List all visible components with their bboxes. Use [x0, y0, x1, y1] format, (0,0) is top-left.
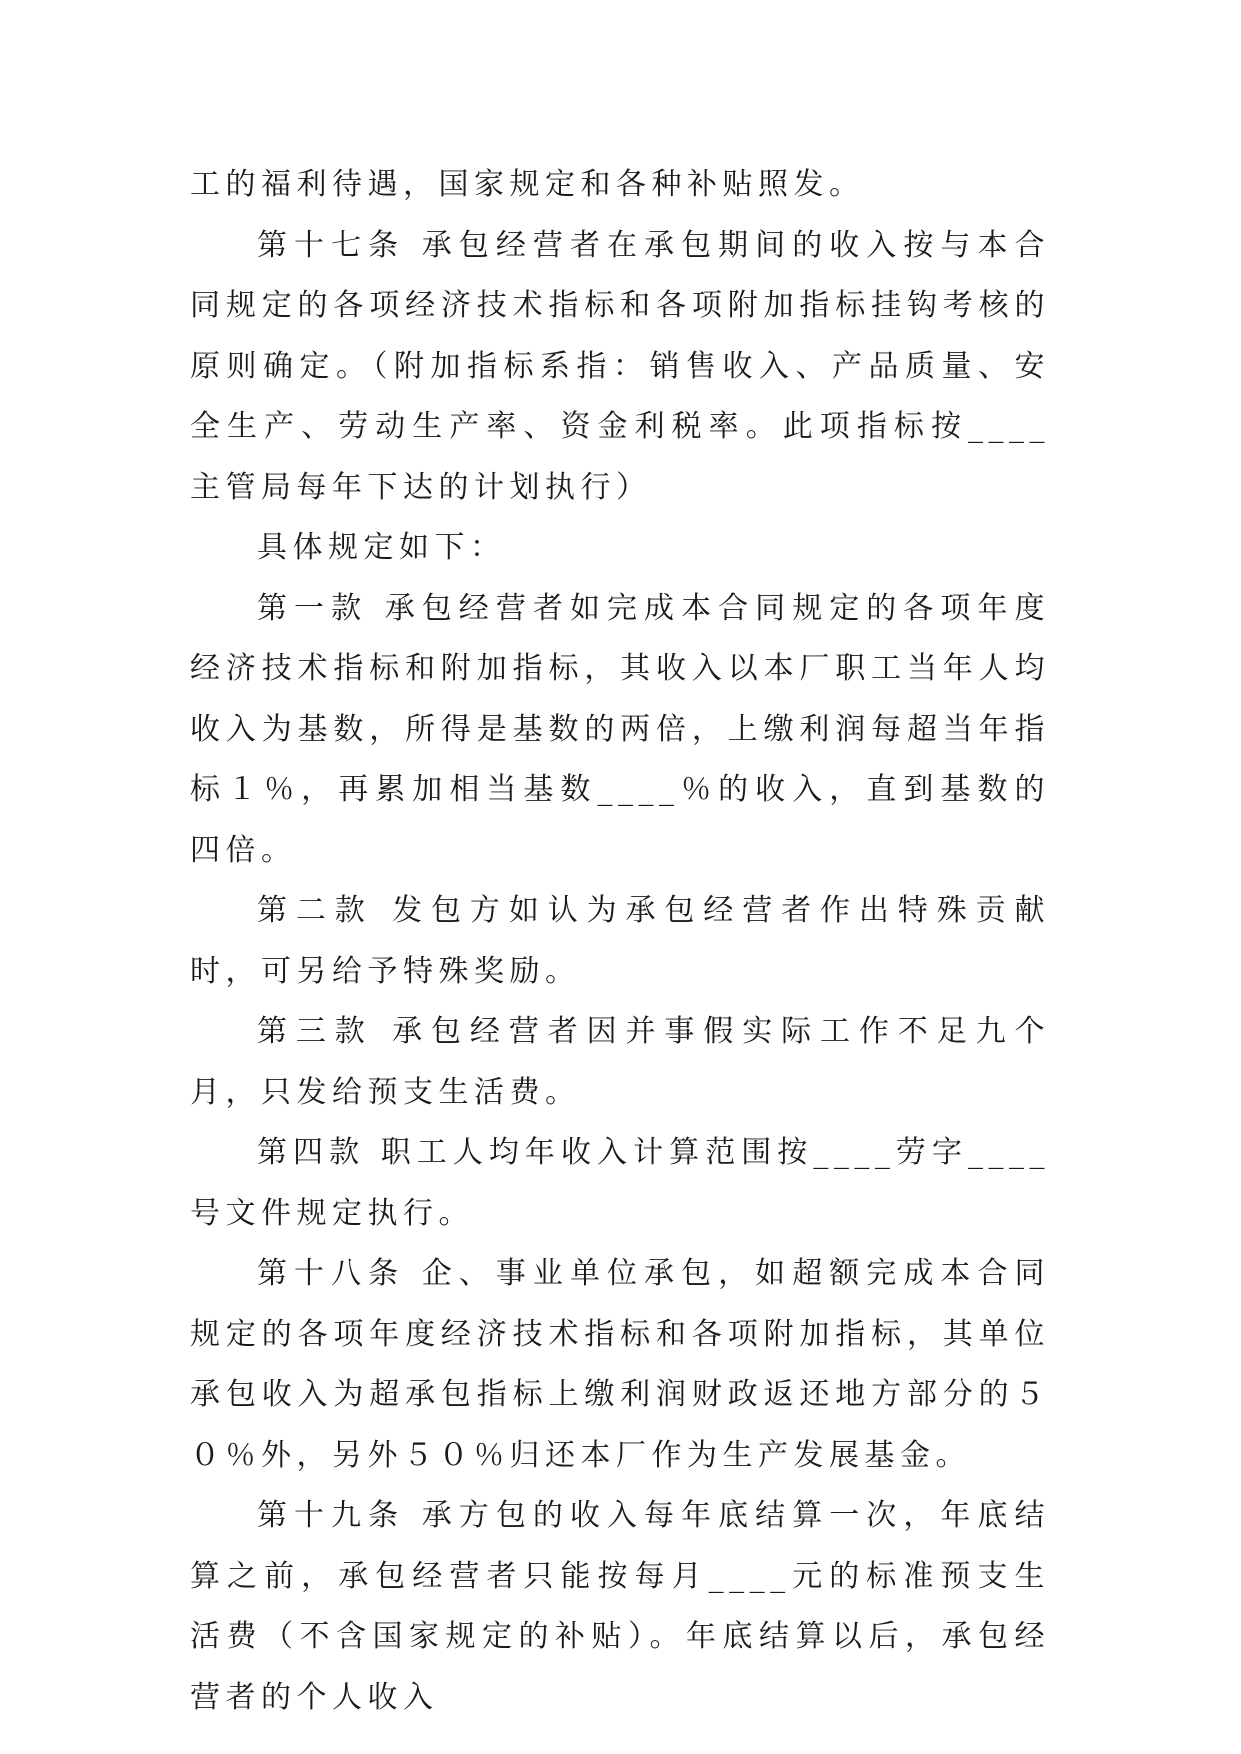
paragraph-clause-1: 第一款 承包经营者如完成本合同规定的各项年度经济技术指标和附加指标，其收入以本厂职工当年人均收入为基数，所得是基数的两倍，上缴利润每超当年指标１％，再累加相当基数____％的收入，直到基数的四倍。 — [190, 590, 1050, 868]
paragraph-article-17: 第十七条 承包经营者在承包期间的收入按与本合同规定的各项经济技术指标和各项附加指标挂钩考核的原则确定。（附加指标系指：销售收入、产品质量、安全生产、劳动生产率、资金利税率。此项指标按____主管局每年下达的计划执行） — [190, 227, 1050, 505]
paragraph-article-19: 第十九条 承方包的收入每年底结算一次，年底结算之前，承包经营者只能按每月____元的标准预支生活费（不含国家规定的补贴）。年底结算以后，承包经营者的个人收入 — [190, 1498, 1050, 1715]
body-text — [190, 155, 1050, 1728]
paragraph-clause-4: 第四款 职工人均年收入计算范围按____劳字____号文件规定执行。 — [190, 1135, 1050, 1231]
paragraph-article-18: 第十八条 企、事业单位承包，如超额完成本合同规定的各项年度经济技术指标和各项附加指标，其单位承包收入为超承包指标上缴利润财政返还地方部分的５０％外，另外５０％归还本厂作为生产发展基金。 — [190, 1256, 1050, 1473]
paragraph-specific-rules: 具体规定如下： — [257, 530, 506, 565]
paragraph-clause-3: 第三款 承包经营者因并事假实际工作不足九个月，只发给预支生活费。 — [190, 1014, 1050, 1110]
paragraph-welfare-continuation: 工的福利待遇，国家规定和各种补贴照发。 — [190, 167, 865, 202]
paragraph-clause-2: 第二款 发包方如认为承包经营者作出特殊贡献时，可另给予特殊奖励。 — [190, 893, 1050, 989]
